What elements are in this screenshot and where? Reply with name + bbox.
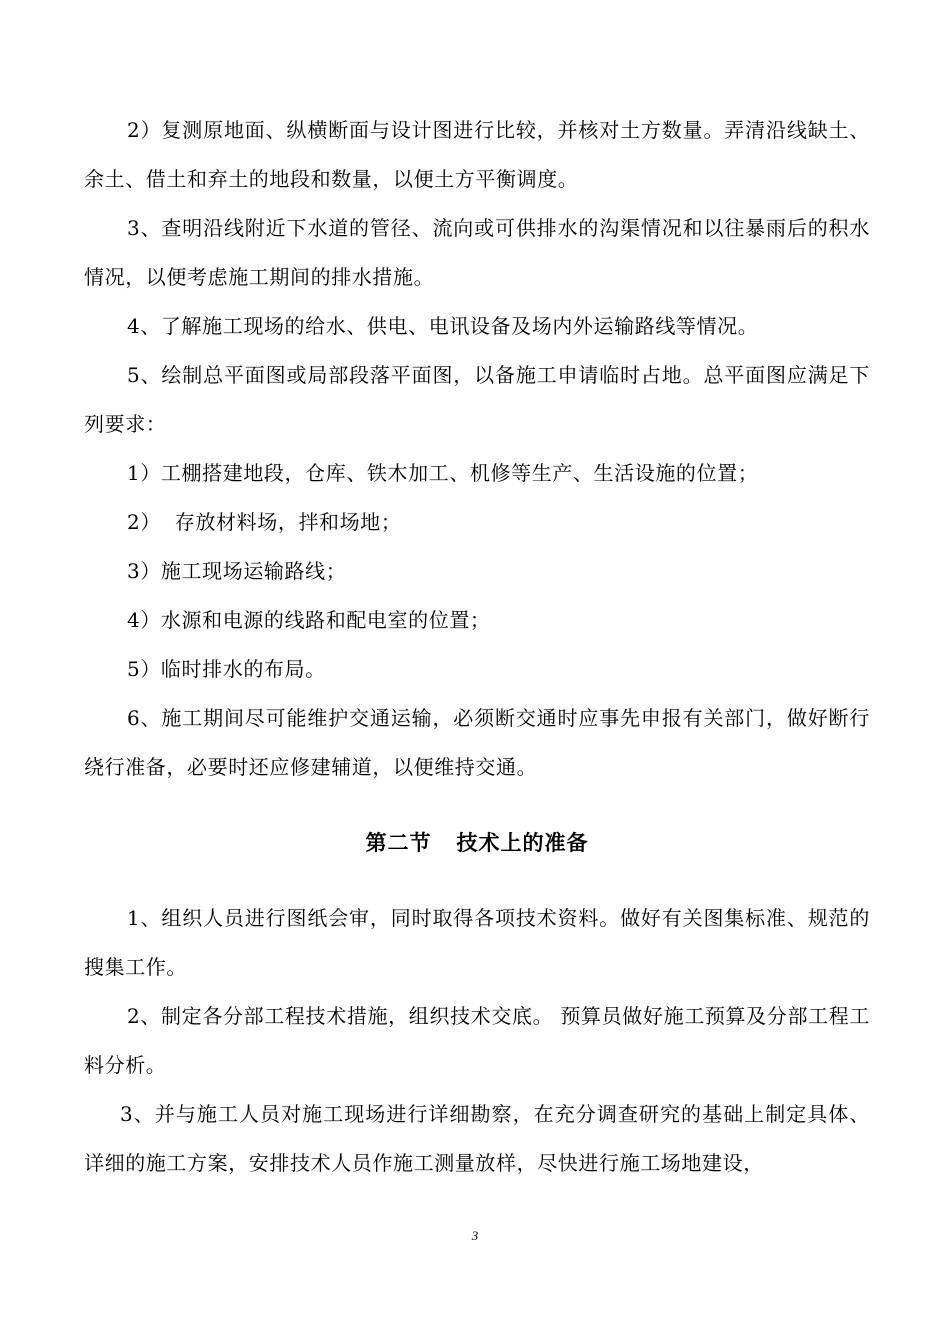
section-heading: 第二节 技术上的准备	[365, 831, 589, 855]
list-item-sheds: 1）工棚搭建地段，仓库、铁木加工、机修等生产、生活设施的位置；	[127, 461, 759, 485]
paragraph-drawing-review: 1、组织人员进行图纸会审，同时取得各项技术资料。做好有关图集标准、规范的搜集工作。	[84, 906, 870, 979]
list-item-drainage: 5）临时排水的布局。	[127, 657, 326, 681]
paragraph-traffic: 6、施工期间尽可能维护交通运输，必须断交通时应事先申报有关部门，做好断行绕行准备，必要时还应修建辅道，以便维持交通。	[84, 706, 870, 779]
list-item-power: 4）水源和电源的线路和配电室的位置；	[127, 608, 491, 632]
paragraph-site-plan: 5、绘制总平面图或局部段落平面图，以备施工申请临时占地。总平面图应满足下列要求：	[84, 363, 870, 436]
paragraph-technical-measures: 2、制定各分部工程技术措施，组织技术交底。 预算员做好施工预算及分部工程工料分析。	[84, 1004, 870, 1077]
page-number: 3	[471, 1228, 479, 1243]
page-body	[84, 106, 870, 1188]
paragraph-utilities: 4、了解施工现场的给水、供电、电讯设备及场内外运输路线等情况。	[127, 314, 759, 338]
paragraph-resurvey: 2）复测原地面、纵横断面与设计图进行比较，并核对土方数量。弄清沿线缺土、余土、借土和弃土的地段和数量，以便土方平衡调度。	[84, 118, 870, 191]
paragraph-drainage-survey: 3、查明沿线附近下水道的管径、流向或可供排水的沟渠情况和以往暴雨后的积水情况，以便考虑施工期间的排水措施。	[84, 216, 870, 289]
list-item-storage: 2） 存放材料场，拌和场地；	[127, 510, 402, 534]
list-item-transport: 3）施工现场运输路线；	[127, 559, 347, 583]
paragraph-site-survey: 3、并与施工人员对施工现场进行详细勘察，在充分调查研究的基础上制定具体、详细的施工方案，安排技术人员作施工测量放样，尽快进行施工场地建设，	[84, 1102, 870, 1175]
